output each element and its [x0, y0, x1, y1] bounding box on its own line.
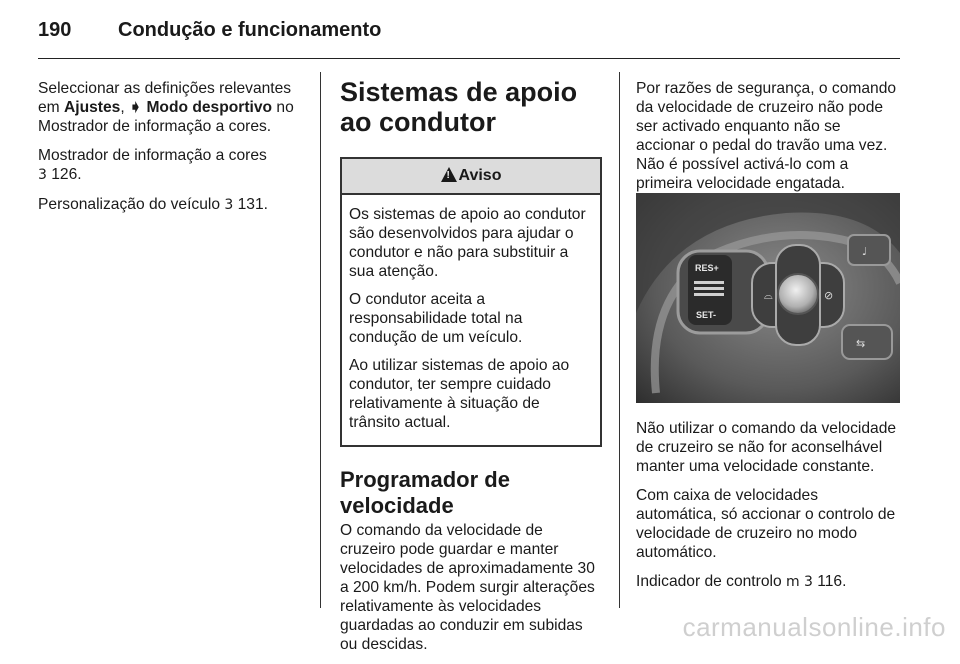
- arrow-icon: ➧: [129, 99, 143, 116]
- section-heading: Sistemas de apoio ao condutor: [340, 77, 578, 137]
- page-header: [0, 0, 960, 54]
- menu-ajustes: Ajustes: [64, 99, 121, 116]
- indicator-paragraph: Indicador de controlo m 3 116.: [636, 573, 847, 590]
- steering-wheel-illustration: [636, 193, 900, 403]
- automatic-gearbox-paragraph: Com caixa de velocidades automática, só accionar o controlo de velocidade de cruzeiro no modo automático.: [636, 487, 896, 561]
- warning-header: [342, 159, 600, 195]
- cruise-control-indicator-icon: m: [785, 574, 800, 590]
- usage-paragraph: Não utilizar o comando da velocidade de cruzeiro se não for aconselhável manter uma velocidade constante.: [636, 420, 897, 475]
- cruise-control-description: O comando da velocidade de cruzeiro pode guardar e manter velocidades de aproximadamente 30 a 200 km/h. Podem surgir alterações relativamente às velocidades guardadas ao conduzir em subidas ou descidas.: [340, 522, 595, 653]
- res-plus-label: RES+: [695, 263, 719, 273]
- set-minus-label: SET-: [696, 310, 717, 320]
- page-ref-icon: 3: [224, 197, 234, 213]
- column-3: [636, 79, 902, 203]
- menu-modo-desportivo: Modo desportivo: [146, 99, 273, 116]
- warning-icon: [441, 167, 457, 182]
- warning-paragraph: Os sistemas de apoio ao condutor são desenvolvidos para ajudar o condutor e não para substituir a sua atenção.: [349, 206, 586, 280]
- column-divider: [619, 72, 620, 608]
- svg-text:⌓: ⌓: [764, 289, 773, 302]
- watermark: carmanualsonline.info: [682, 612, 946, 642]
- svg-text:⊘: ⊘: [824, 289, 834, 302]
- column-3-lower: [636, 419, 902, 602]
- safety-paragraph: Por razões de segurança, o comando da velocidade de cruzeiro não pode ser activado enquanto não se accionar o pedal do travão uma vez. Não é possível activá-lo com a primeira velocidade engatada.: [636, 80, 897, 192]
- column-1: [38, 79, 308, 225]
- page-number: 190: [38, 19, 72, 41]
- warning-body: [342, 195, 600, 445]
- steering-wheel-controls-image: [636, 193, 900, 403]
- warning-paragraph: O condutor aceita a responsabilidade total na condução de um veículo.: [349, 291, 523, 346]
- paragraph-personalization-ref: Personalização do veículo 3 131.: [38, 196, 268, 213]
- warning-box: [340, 157, 602, 447]
- svg-text:⇆: ⇆: [856, 337, 866, 350]
- warning-paragraph: Ao utilizar sistemas de apoio ao condutor, ter sempre cuidado relativamente à situação de trânsito actual.: [349, 357, 570, 431]
- paragraph-settings: Seleccionar as definições relevantes em Ajustes, ➧ Modo desportivo no Mostrador de informação a cores.: [38, 80, 294, 135]
- column-divider: [320, 72, 321, 608]
- svg-text:♩: ♩: [862, 245, 868, 258]
- warning-title: Aviso: [458, 167, 502, 184]
- header-divider: [38, 58, 900, 59]
- subsection-heading: Programador de velocidade: [340, 467, 510, 518]
- page-ref-icon: 3: [38, 167, 47, 183]
- paragraph-display-ref: Mostrador de informação a cores 3 126.: [38, 147, 267, 183]
- page-title: Condução e funcionamento: [118, 19, 382, 41]
- page-ref-icon: 3: [803, 574, 813, 590]
- column-2: [340, 77, 602, 664]
